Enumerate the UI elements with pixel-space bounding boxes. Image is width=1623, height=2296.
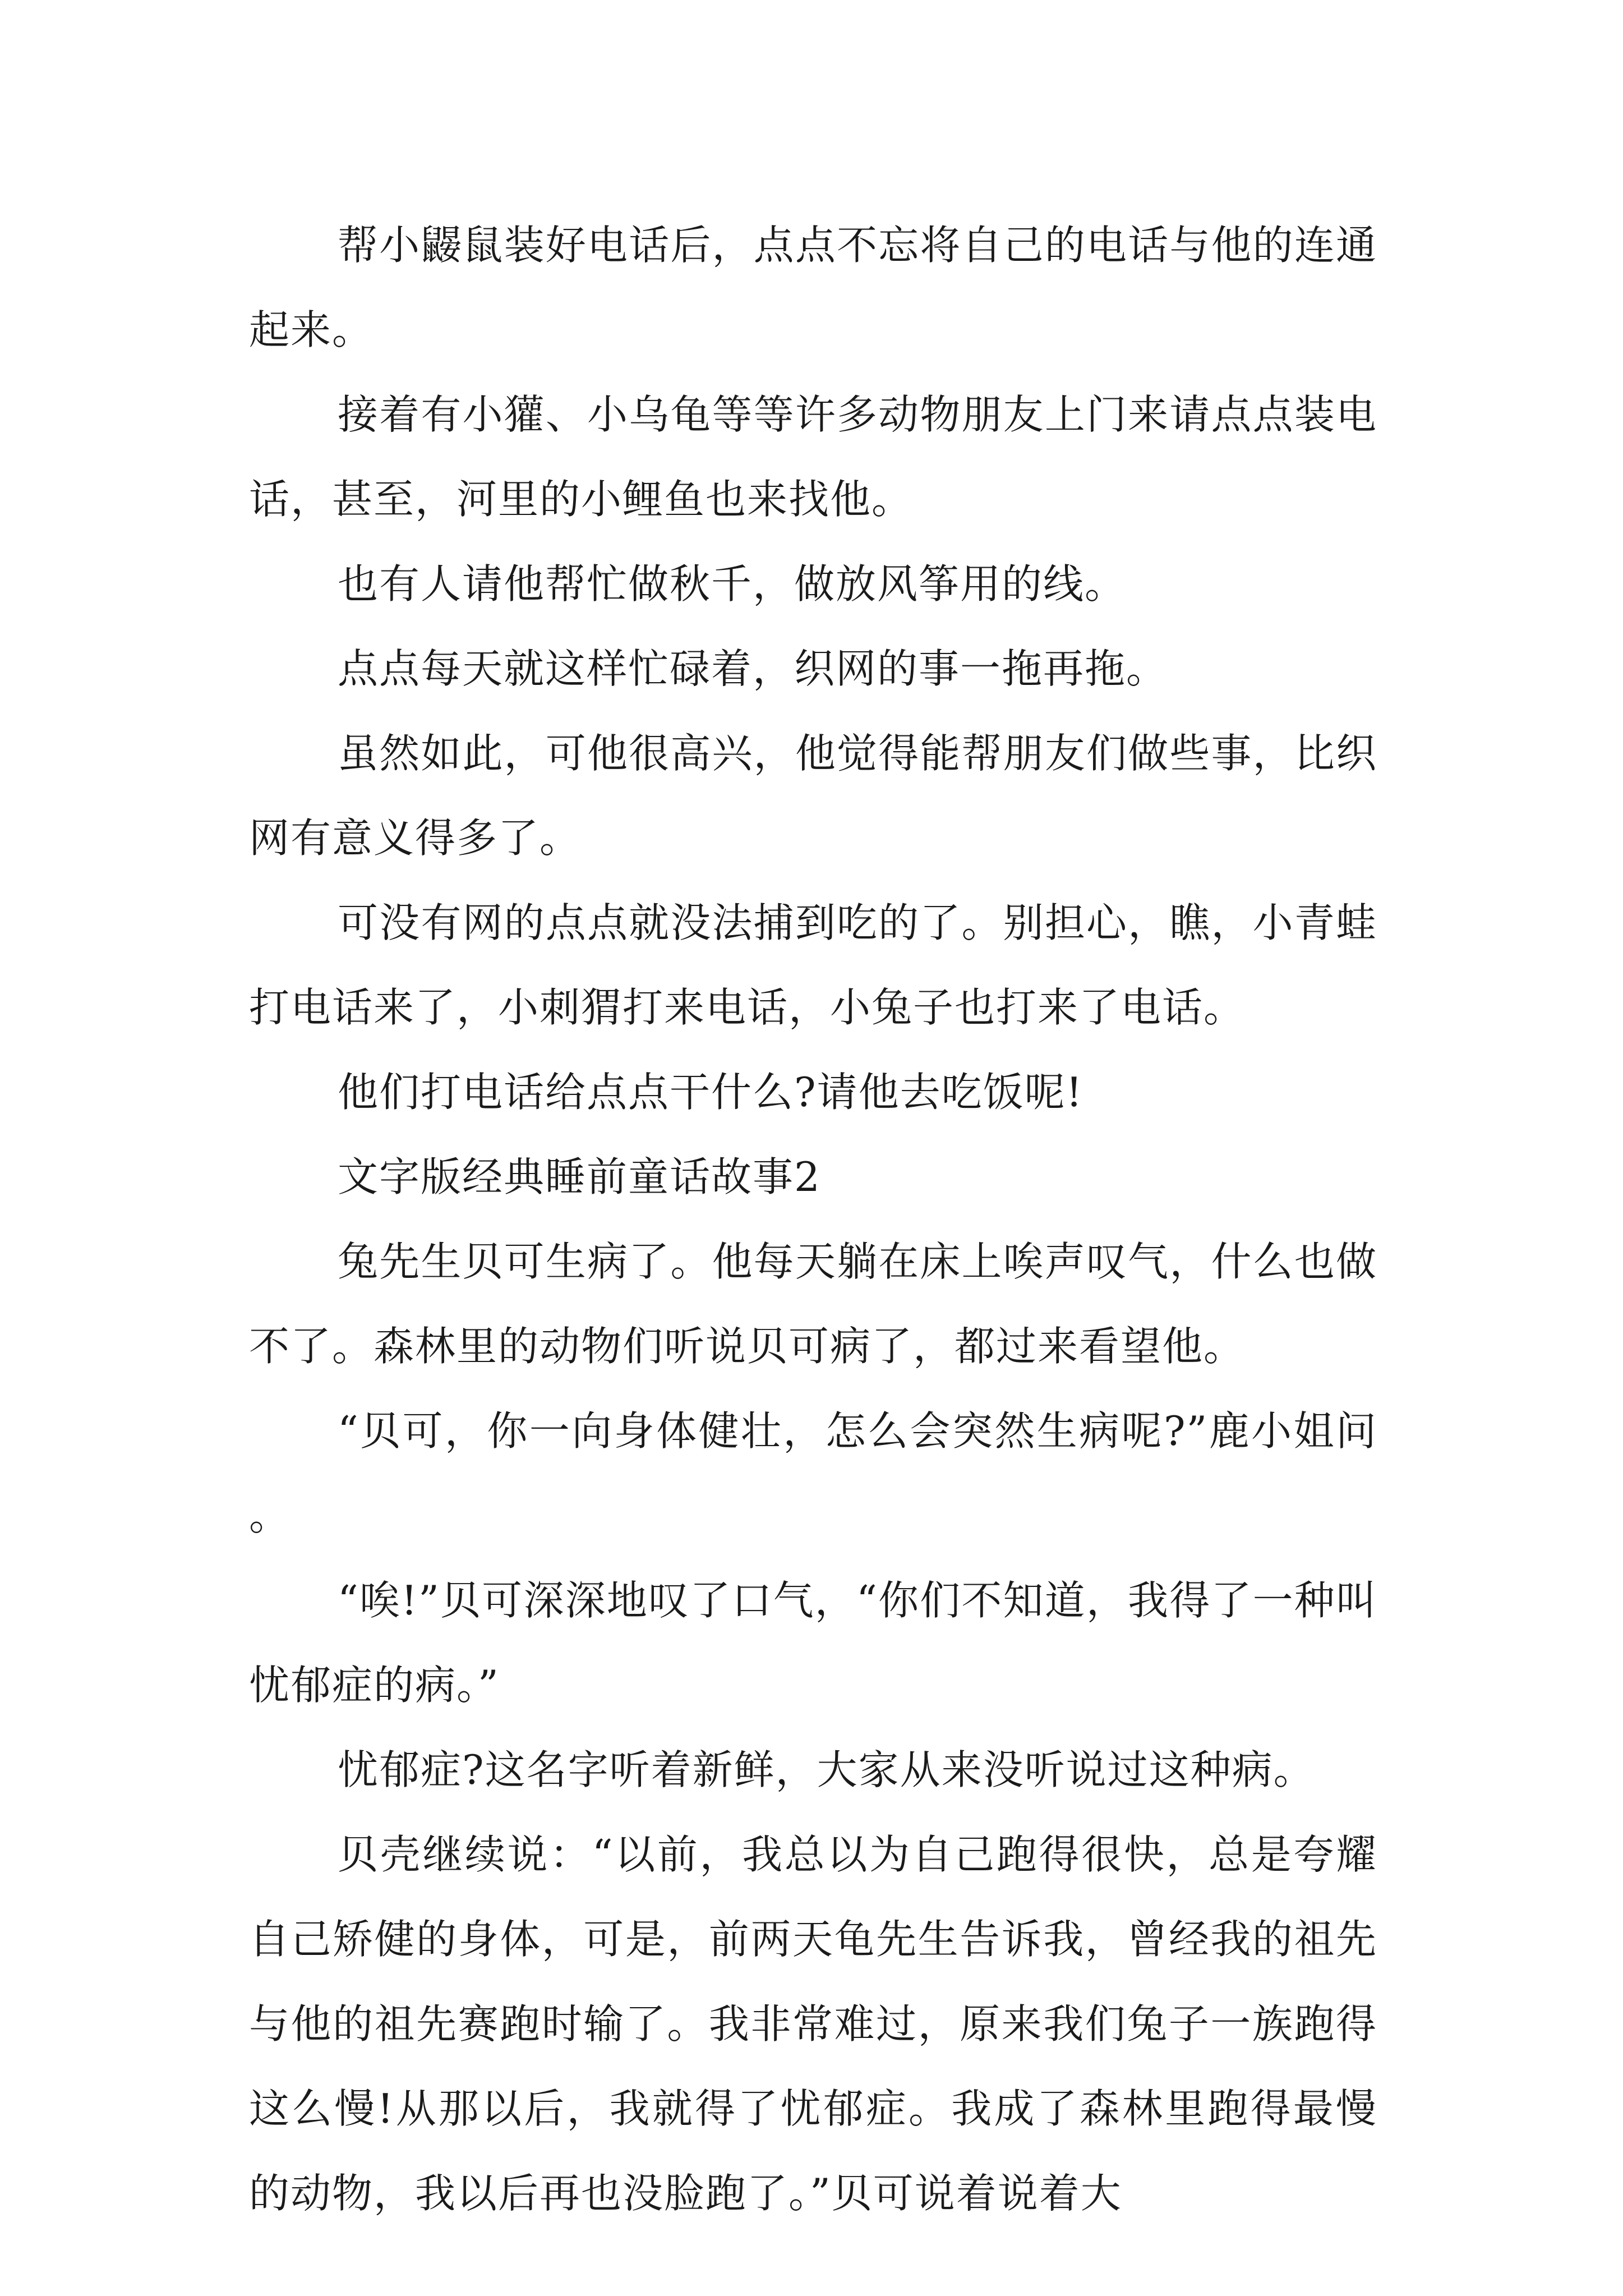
paragraph: 贝壳继续说：“以前，我总以为自己跑得很快，总是夸耀自己矫健的身体，可是，前两天龟先生告诉我，曾经我的祖先与他的祖先赛跑时输了。我非常难过，原来我们兔子一族跑得这么慢!从那以后，我就得了忧郁症。我成了森林里跑得最慢的动物，我以后再也没脸跑了。”贝可说着说着大 [249,1831,1377,2217]
paragraph: 他们打电话给点点干什么?请他去吃饭呢! [338,1069,1083,1116]
paragraph: “贝可，你一向身体健壮，怎么会突然生病呢?”鹿小姐问。 [249,1407,1377,1539]
paragraph: “唉!”贝可深深地叹了口气，“你们不知道，我得了一种叫忧郁症的病。” [249,1577,1377,1709]
paragraph: 兔先生贝可生病了。他每天躺在床上唉声叹气，什么也做不了。森林里的动物们听说贝可病了，都过来看望他。 [249,1238,1377,1370]
paragraph: 可没有网的点点就没法捕到吃的了。别担心，瞧，小青蛙打电话来了，小刺猬打来电话，小兔子也打来了电话。 [249,899,1377,1031]
paragraph: 虽然如此，可他很高兴，他觉得能帮朋友们做些事，比织网有意义得多了。 [249,730,1377,862]
paragraph: 帮小鼹鼠装好电话后，点点不忘将自己的电话与他的连通起来。 [249,222,1377,353]
paragraph: 点点每天就这样忙碌着，织网的事一拖再拖。 [338,645,1168,692]
paragraph: 也有人请他帮忙做秋千，做放风筝用的线。 [338,560,1127,608]
section-heading: 文字版经典睡前童话故事2 [338,1153,821,1200]
paragraph: 接着有小獾、小乌龟等等许多动物朋友上门来请点点装电话，甚至，河里的小鲤鱼也来找他。 [249,391,1377,523]
document-body [249,203,1377,2236]
paragraph: 忧郁症?这名字听着新鲜，大家从来没听说过这种病。 [338,1746,1315,1793]
